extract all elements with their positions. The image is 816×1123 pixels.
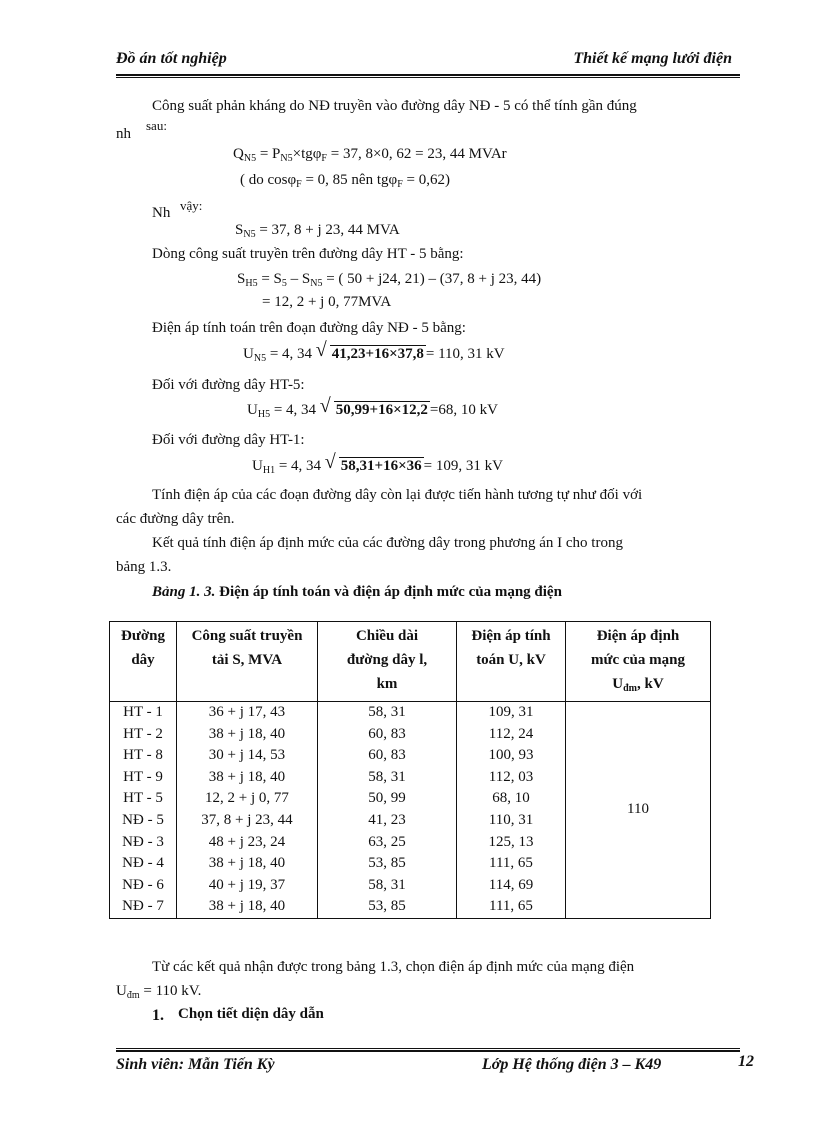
cell-voltage: 110, 31: [457, 810, 566, 832]
paragraph-6-line-2: các đường dây trên.: [116, 511, 235, 527]
cell-line: NĐ - 4: [110, 853, 177, 875]
cell-length: 41, 23: [318, 810, 457, 832]
paragraph-1-nh: nh: [116, 126, 131, 142]
cell-length: 60, 83: [318, 724, 457, 746]
sqrt-sign: √ 58,31+16×36: [324, 451, 422, 474]
cell-line: NĐ - 5: [110, 810, 177, 832]
cell-length: 53, 85: [318, 853, 457, 875]
equation-u-h1: $U_{H1} = 4$, 34 √ 58,31+16×36 = 109, 31 kV: [252, 451, 503, 476]
paragraph-7-line-2: bảng 1.3.: [116, 559, 172, 575]
equation-s-n5: $S_{N5} = 37$, 8 + j 23, 44 MVA: [235, 222, 400, 240]
page-header: [116, 50, 740, 72]
cell-line: NĐ - 3: [110, 832, 177, 854]
section-title: Chọn tiết diện dây dẫn: [178, 1006, 324, 1022]
cell-power: 38 + j 18, 40: [177, 724, 318, 746]
cell-power: 40 + j 19, 37: [177, 875, 318, 897]
header-length: Chiều dài đường dây l, km: [318, 622, 457, 702]
cell-length: 58, 31: [318, 875, 457, 897]
paragraph-3: Điện áp tính toán trên đoạn đường dây NĐ - 5 bằng:: [152, 320, 466, 336]
equation-u-n5: $U_{N5} = 4$, 34 √ 41,23+16×37,8 = 110, 31 kV: [243, 339, 505, 364]
equation-u-h5: $U_{H5} = 4$, 34 √ 50,99+16×12,2 =68, 10 kV: [247, 395, 498, 420]
paragraph-2: Dòng công suất truyền trên đường dây HT - 5 bằng:: [152, 246, 464, 262]
equation-q-n5: $Q_{N5} = P_{N5}\times tg\varphi_F = 37$, 8×0, 62 = 23, 44 MVAr: [233, 146, 507, 164]
cell-length: 58, 31: [318, 767, 457, 789]
footer-class: Lớp Hệ thống điện 3 – K49: [482, 1056, 662, 1073]
paragraph-5: Đối với đường dây HT-1:: [152, 432, 305, 448]
cell-line: HT - 5: [110, 788, 177, 810]
cell-line: HT - 2: [110, 724, 177, 746]
cell-line: NĐ - 7: [110, 896, 177, 918]
cell-line: HT - 1: [110, 702, 177, 724]
paragraph-1-sau: sau:: [146, 118, 167, 133]
cell-voltage: 125, 13: [457, 832, 566, 854]
footer-rule: [116, 1048, 740, 1052]
cell-length: 53, 85: [318, 896, 457, 918]
cell-voltage: 68, 10: [457, 788, 566, 810]
cell-power: 38 + j 18, 40: [177, 767, 318, 789]
equation-note: ( do cosφ$_F$ = 0, 85 nên tgφ$_F$ = 0,62): [240, 172, 450, 190]
footer-student: Sinh viên: Mẫn Tiến Kỳ: [116, 1056, 275, 1073]
header-rule: [116, 74, 740, 78]
paragraph-4: Đối với đường dây HT-5:: [152, 377, 305, 393]
sqrt-sign: √ 50,99+16×12,2: [319, 395, 428, 418]
cell-line: HT - 8: [110, 745, 177, 767]
cell-length: 50, 99: [318, 788, 457, 810]
cell-power: 37, 8 + j 23, 44: [177, 810, 318, 832]
section-number: 1.: [152, 1007, 164, 1024]
equation-s-h5: $S_{H5} = S_5 - S_{N5}$ = ( 50 + j24, 21) – (37, 8 + j 23, 44): [237, 271, 542, 289]
cell-power: 48 + j 23, 24: [177, 832, 318, 854]
cell-power: 38 + j 18, 40: [177, 853, 318, 875]
page-number: 12: [738, 1053, 754, 1070]
cell-line: NĐ - 6: [110, 875, 177, 897]
cell-voltage: 111, 65: [457, 896, 566, 918]
paragraph-vay: vậy:: [180, 198, 203, 213]
cell-power: 36 + j 17, 43: [177, 702, 318, 724]
paragraph-6-line-1: Tính điện áp của các đoạn đường dây còn lại được tiến hành tương tự như đối với: [152, 487, 643, 503]
table-row: [110, 702, 711, 724]
paragraph-8-line-2: $U_{đm} = 110$ kV.: [116, 983, 202, 1001]
cell-power: 38 + j 18, 40: [177, 896, 318, 918]
cell-voltage: 112, 03: [457, 767, 566, 789]
cell-power: 12, 2 + j 0, 77: [177, 788, 318, 810]
sqrt-sign: √ 41,23+16×37,8: [315, 339, 424, 362]
cell-power: 30 + j 14, 53: [177, 745, 318, 767]
cell-voltage: 109, 31: [457, 702, 566, 724]
voltage-table: [109, 621, 711, 919]
paragraph-1-line-1: Công suất phản kháng do NĐ truyền vào đường dây NĐ - 5 có thể tính gần đúng: [152, 98, 637, 114]
header-power: Công suất truyền tải S, MVA: [177, 622, 318, 702]
cell-voltage: 100, 93: [457, 745, 566, 767]
paragraph-7-line-1: Kết quả tính điện áp định mức của các đường dây trong phương án I cho trong: [152, 535, 623, 551]
cell-voltage: 114, 69: [457, 875, 566, 897]
header-right: Thiết kế mạng lưới điện: [573, 50, 732, 67]
header-voltage: Điện áp tính toán U, kV: [457, 622, 566, 702]
cell-length: 63, 25: [318, 832, 457, 854]
cell-voltage: 112, 24: [457, 724, 566, 746]
header-left: Đồ án tốt nghiệp: [116, 50, 227, 67]
cell-voltage: 111, 65: [457, 853, 566, 875]
equation-s-h5-result: = 12, 2 + j 0, 77MVA: [262, 294, 392, 310]
table-caption: Bảng 1. 3. Điện áp tính toán và điện áp định mức của mạng điện: [152, 584, 562, 600]
paragraph-8-line-1: Từ các kết quả nhận được trong bảng 1.3, chọn điện áp định mức của mạng điện: [152, 959, 635, 975]
cell-length: 60, 83: [318, 745, 457, 767]
table-header-row: [110, 622, 711, 702]
cell-line: HT - 9: [110, 767, 177, 789]
cell-length: 58, 31: [318, 702, 457, 724]
header-line: Đường dây: [110, 622, 177, 702]
header-rated: Điện áp định mức của mạng $U_{đm}$, kV: [566, 622, 711, 702]
paragraph-nh: Nh: [152, 205, 171, 221]
cell-rated: 110: [566, 702, 711, 919]
